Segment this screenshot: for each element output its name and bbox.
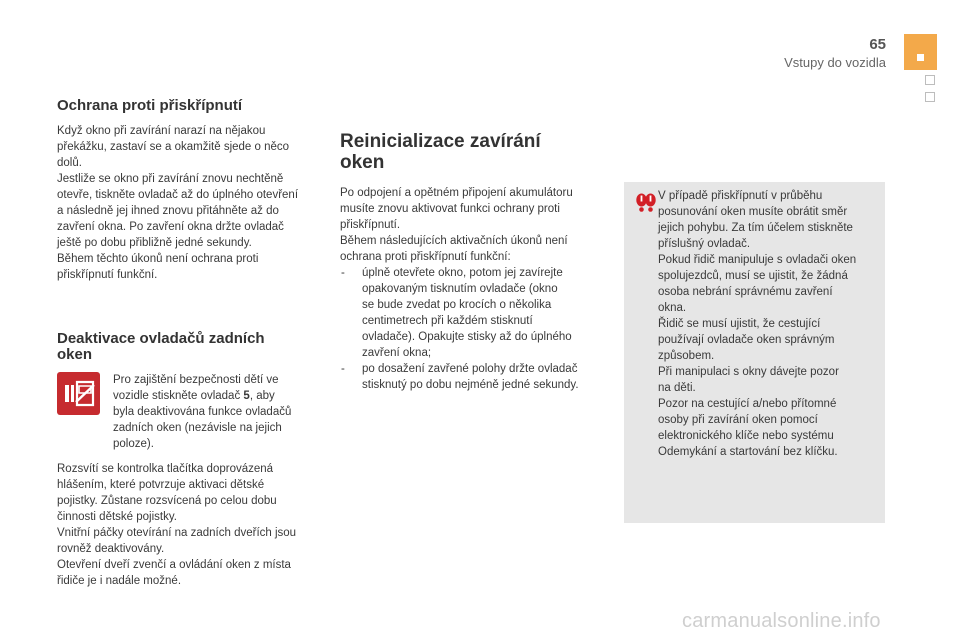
child-lock-details bbox=[57, 461, 319, 589]
list-item: - po dosažení zavřené polohy držte ovladač stisknutý po dobu nejméně jedné sekundy. bbox=[341, 363, 579, 391]
chapter-tab-active bbox=[904, 34, 937, 70]
chapter-tab bbox=[925, 92, 935, 102]
button-reference: 5 bbox=[243, 390, 250, 402]
reinit-section bbox=[340, 131, 605, 393]
child-lock-icon bbox=[57, 372, 100, 415]
anti-pinch-section bbox=[57, 98, 319, 283]
child-lock-intro-text: , aby byla deaktivována funkce ovladačů zadních oken (nezávisle na jejich poloze). bbox=[113, 390, 292, 450]
page-number: 65 bbox=[869, 36, 886, 53]
warning-exclamation-icon bbox=[634, 192, 658, 213]
reinit-heading: Reinicializace zavírání oken bbox=[340, 131, 541, 173]
warning-panel bbox=[624, 182, 885, 523]
child-lock-section bbox=[57, 331, 319, 363]
anti-pinch-body: Když okno při zavírání narazí na nějakou překážku, zastaví se a okamžitě sjede o něco dolů. Jestliže se okno při zavírání znovu nechtěně otevře, tiskněte ovladač až do úplného otevření a následně jej ihned znovu přitáhněte až do zavření okna. Po zavření okna držte ovladač ještě po dobu přibližně jedné sekundy. Během těchto úkonů není ochrana proti přiskřípnutí funkční. bbox=[57, 125, 299, 281]
watermark: carmanualsonline.info bbox=[682, 610, 881, 632]
reinit-body: Po odpojení a opětném připojení akumulátoru musíte znovu aktivovat funkci ochrany proti přiskřípnutí. Během následujících aktivačních úkonů není ochrana proti přiskřípnutí funkční: bbox=[340, 187, 573, 263]
child-lock-body: Rozsvítí se kontrolka tlačítka doprovázená hlášením, které potvrzuje aktivaci dětské pojistky. Zůstane rozsvícená po celou dobu činnosti dětské pojistky. Vnitřní páčky otevírání na zadních dveřích jsou rovněž deaktivovány. Otevření dveří zvenčí a ovládání oken z místa řidiče je i nadále možné. bbox=[57, 463, 297, 587]
child-lock-intro-text: Pro zajištění bezpečnosti dětí ve vozidle stiskněte ovladač bbox=[113, 374, 279, 402]
child-lock-heading: Deaktivace ovladačů zadních oken bbox=[57, 330, 265, 363]
step-text: úplně otevřete okno, potom jej zavírejte opakovaným tisknutím ovladače (okno se bude zvedat po krocích o několika centimetrech při každém stisknutí ovladače). Opakujte stisky až do úplného zavření okna; bbox=[362, 267, 572, 359]
reinit-steps bbox=[340, 265, 605, 393]
warning-text: V případě přiskřípnutí v průběhu posunování oken musíte obrátit směr jejich pohybu. Za tím účelem stiskněte příslušný ovladač. Pokud řidič manipuluje s ovladači oken spolujezdců, musí se ujistit, že žádná osoba nebrání správnému zavření okna. Řidič se musí ujistit, že cestující používají ovladače oken správným způsobem. Při manipulaci s okny dávejte pozor na děti. Pozor na cestující a/nebo přítomné osoby při zavírání oken pomocí elektronického klíče nebo systému Odemykání a startování bez klíčku. bbox=[658, 190, 857, 458]
list-item: - úplně otevřete okno, potom jej zavírejte opakovaným tisknutím ovladače (okno se bude zvedat po krocích o několika centimetrech při každém stisknutí ovladače). Opakujte stisky až do úplného zavření okna; bbox=[341, 267, 572, 359]
child-lock-intro bbox=[113, 372, 323, 452]
chapter-tab bbox=[925, 75, 935, 85]
anti-pinch-heading: Ochrana proti přiskřípnutí bbox=[57, 97, 243, 114]
step-text: po dosažení zavřené polohy držte ovladač stisknutý po dobu nejméně jedné sekundy. bbox=[362, 363, 579, 391]
chapter-title: Vstupy do vozidla bbox=[784, 55, 886, 70]
